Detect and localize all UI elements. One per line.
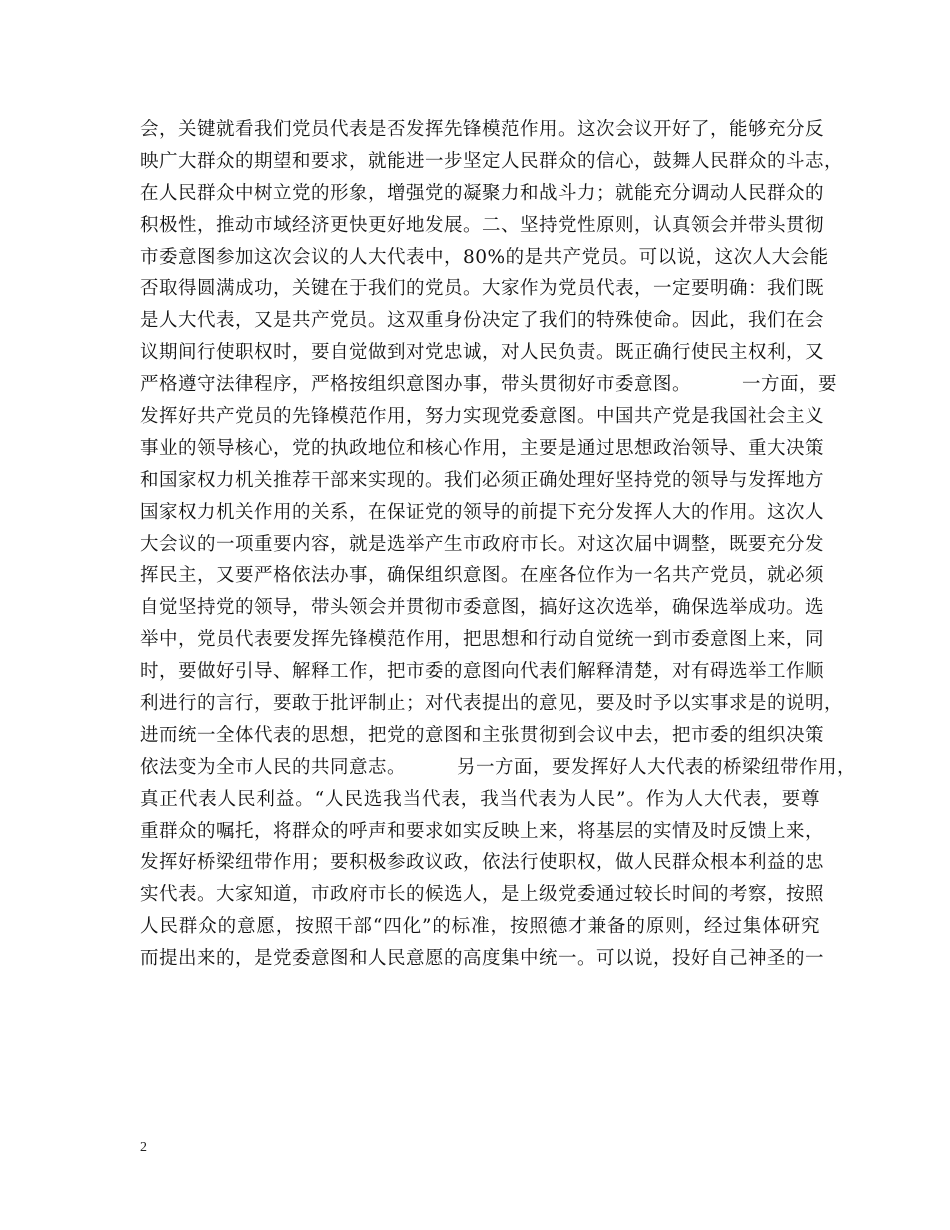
body-text (140, 114, 857, 975)
text-line: 大会议的一项重要内容，就是选举产生市政府市长。对这次届中调整，既要充分发 (140, 533, 825, 555)
text-line: 发挥好共产党员的先锋模范作用，努力实现党委意图。中国共产党是我国社会主义 (140, 406, 825, 428)
text-line: 依法变为全市人民的共同意志。 另一方面，要发挥好人大代表的桥梁纽带作用， (140, 756, 857, 778)
text-line: 自觉坚持党的领导，带头领会并贯彻市委意图，搞好这次选举，确保选举成功。选 (140, 597, 825, 619)
text-line: 举中，党员代表要发挥先锋模范作用，把思想和行动自觉统一到市委意图上来，同 (140, 629, 825, 651)
text-line: 重群众的嘱托，将群众的呼声和要求如实反映上来，将基层的实情及时反馈上来， (140, 820, 825, 842)
text-line: 议期间行使职权时，要自觉做到对党忠诚，对人民负责。既正确行使民主权利，又 (140, 342, 825, 364)
text-line: 发挥好桥梁纽带作用；要积极参政议政，依法行使职权，做人民群众根本利益的忠 (140, 852, 825, 874)
text-line: 人民群众的意愿，按照干部“四化”的标准，按照德才兼备的原则，经过集体研究 (140, 916, 820, 938)
page-number: 2 (140, 1140, 147, 1155)
text-line: 在人民群众中树立党的形象，增强党的凝聚力和战斗力；就能充分调动人民群众的 (140, 182, 825, 204)
text-line: 时，要做好引导、解释工作，把市委的意图向代表们解释清楚，对有碍选举工作顺 (140, 661, 825, 683)
text-line: 市委意图参加这次会议的人大代表中，80%的是共产党员。可以说，这次人大会能 (140, 246, 829, 268)
text-line: 利进行的言行，要敢于批评制止；对代表提出的意见，要及时予以实事求是的说明， (140, 693, 844, 715)
text-line: 否取得圆满成功，关键在于我们的党员。大家作为党员代表，一定要明确：我们既 (140, 278, 825, 300)
text-line: 事业的领导核心，党的执政地位和核心作用，主要是通过思想政治领导、重大决策 (140, 437, 825, 459)
text-line: 是人大代表，又是共产党员。这双重身份决定了我们的特殊使命。因此，我们在会 (140, 310, 825, 332)
text-line: 挥民主，又要严格依法办事，确保组织意图。在座各位作为一名共产党员，就必须 (140, 565, 825, 587)
text-line: 映广大群众的期望和要求，就能进一步坚定人民群众的信心，鼓舞人民群众的斗志， (140, 150, 844, 172)
text-line: 真正代表人民利益。“人民选我当代表，我当代表为人民”。作为人大代表，要尊 (140, 788, 820, 810)
text-line: 进而统一全体代表的思想，把党的意图和主张贯彻到会议中去，把市委的组织决策 (140, 724, 825, 746)
text-line: 严格遵守法律程序，严格按组织意图办事，带头贯彻好市委意图。 一方面，要 (140, 374, 838, 396)
text-line: 会，关键就看我们党员代表是否发挥先锋模范作用。这次会议开好了，能够充分反 (140, 119, 825, 140)
text-line: 和国家权力机关推荐干部来实现的。我们必须正确处理好坚持党的领导与发挥地方 (140, 469, 825, 491)
text-line: 实代表。大家知道，市政府市长的候选人，是上级党委通过较长时间的考察，按照 (140, 884, 825, 906)
text-line: 而提出来的，是党委意图和人民意愿的高度集中统一。可以说，投好自己神圣的一 (140, 948, 825, 970)
text-line: 积极性，推动市域经济更快更好地发展。二、坚持党性原则，认真领会并带头贯彻 (140, 214, 825, 236)
text-line: 国家权力机关作用的关系，在保证党的领导的前提下充分发挥人大的作用。这次人 (140, 501, 825, 523)
